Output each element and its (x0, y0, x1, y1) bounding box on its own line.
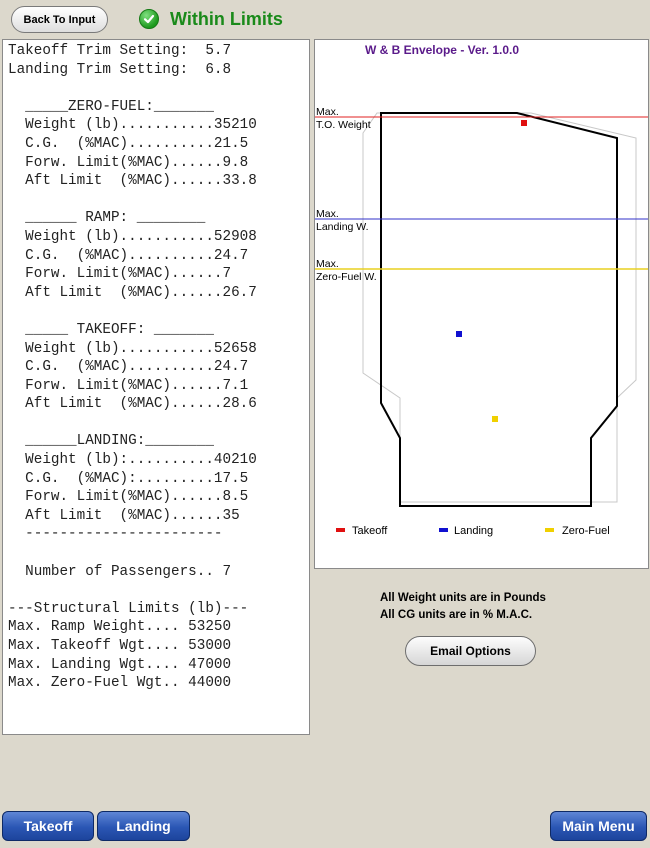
zero-fuel-point (492, 416, 498, 422)
report-line: Max. Zero-Fuel Wgt.. 44000 (8, 675, 232, 692)
email-options-button[interactable]: Email Options (405, 636, 536, 666)
landing-point (456, 331, 462, 337)
takeoff-point (521, 120, 527, 126)
back-to-input-button[interactable]: Back To Input (11, 6, 108, 33)
units-note (380, 590, 546, 624)
check-circle-icon (139, 9, 159, 29)
report-line: Weight (lb):..........40210 (25, 452, 257, 469)
report-line: Max. Landing Wgt.... 47000 (8, 656, 232, 673)
wb-envelope-chart (314, 39, 649, 569)
report-line: C.G. (%MAC)..........24.7 (25, 359, 249, 376)
legend-landing-swatch (439, 528, 448, 532)
report-line: Number of Passengers.. 7 (25, 563, 232, 580)
legend-takeoff-swatch (336, 528, 345, 532)
report-line: Forw. Limit(%MAC)......7 (25, 266, 232, 283)
report-line: Weight (lb)...........52908 (25, 228, 257, 245)
report-line: _____ TAKEOFF: _______ (25, 321, 214, 338)
limits-status (139, 7, 283, 31)
legend-takeoff-label: Takeoff (352, 525, 388, 537)
report-line: Aft Limit (%MAC)......28.6 (25, 396, 257, 413)
legend-zero-fuel-swatch (545, 528, 554, 532)
max-landing-label-1: Max. (316, 208, 339, 220)
report-line: ---Structural Limits (lb)--- (8, 600, 249, 617)
report-line: ______LANDING:________ (25, 433, 214, 450)
report-text (8, 42, 309, 693)
report-line: ----------------------- (25, 526, 223, 543)
report-line: Aft Limit (%MAC)......33.8 (25, 173, 257, 190)
landing-button[interactable]: Landing (97, 811, 190, 841)
report-line: Weight (lb)...........35210 (25, 117, 257, 134)
report-line: Max. Takeoff Wgt.... 53000 (8, 638, 232, 654)
max-zero-fuel-label-2: Zero-Fuel W. (316, 271, 377, 283)
envelope-outline (381, 113, 617, 506)
envelope-outline-light (363, 113, 636, 502)
report-line: C.G. (%MAC)..........24.7 (25, 247, 249, 264)
cg-units-note: All CG units are in % M.A.C. (380, 609, 533, 621)
chart-title: W & B Envelope - Ver. 1.0.0 (364, 43, 520, 57)
report-line: _____ZERO-FUEL:_______ (25, 98, 214, 115)
max-takeoff-label-2: T.O. Weight (316, 119, 371, 131)
report-line: Aft Limit (%MAC)......35 (25, 507, 240, 524)
report-line: Takeoff Trim Setting: 5.7 (8, 43, 232, 59)
report-line: Forw. Limit(%MAC)......9.8 (25, 154, 249, 171)
report-line: C.G. (%MAC):.........17.5 (25, 470, 249, 487)
weight-units-note: All Weight units are in Pounds (380, 592, 546, 604)
report-line: C.G. (%MAC)..........21.5 (25, 135, 249, 152)
weight-balance-report[interactable] (2, 39, 310, 735)
status-text: Within Limits (170, 8, 283, 29)
max-landing-label-2: Landing W. (316, 221, 369, 233)
legend-zero-fuel-label: Zero-Fuel (562, 525, 610, 537)
report-line: Forw. Limit(%MAC)......7.1 (25, 377, 249, 394)
main-menu-button[interactable]: Main Menu (550, 811, 647, 841)
max-zero-fuel-label-1: Max. (316, 258, 339, 270)
report-line: Aft Limit (%MAC)......26.7 (25, 284, 257, 301)
report-line: Weight (lb)...........52658 (25, 340, 257, 357)
legend-landing-label: Landing (454, 525, 494, 537)
report-line: Max. Ramp Weight.... 53250 (8, 619, 232, 636)
report-line: ______ RAMP: ________ (25, 210, 206, 227)
max-takeoff-label-1: Max. (316, 106, 339, 118)
report-line: Landing Trim Setting: 6.8 (8, 61, 232, 78)
takeoff-button[interactable]: Takeoff (2, 811, 94, 841)
report-line: Forw. Limit(%MAC)......8.5 (25, 489, 249, 506)
